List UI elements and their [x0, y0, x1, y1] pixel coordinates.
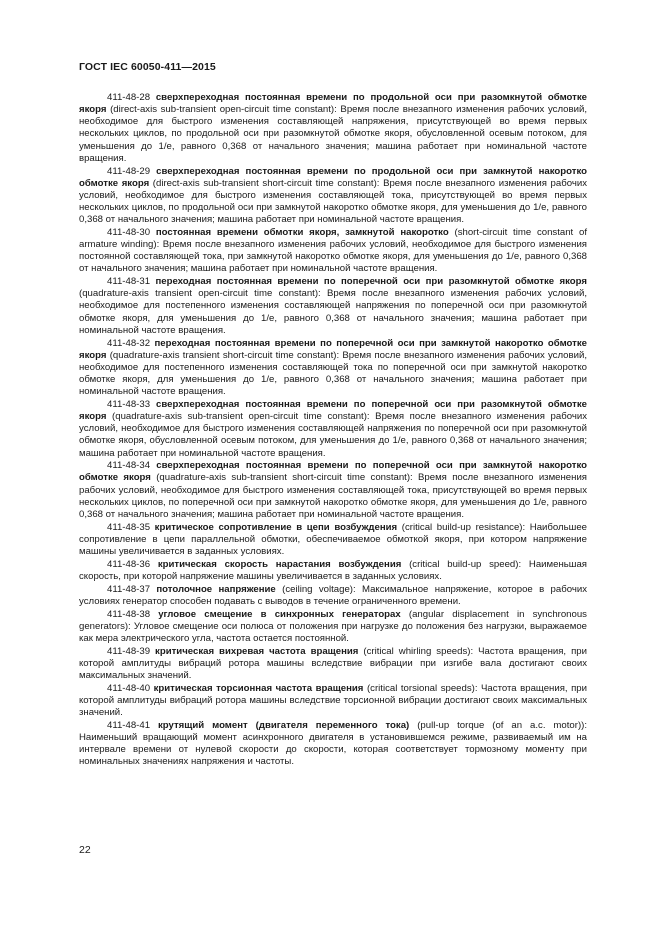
term-definition: (angular displacement in synchronous generators): Угловое смещение оси полюса от положения при нагрузке до положения без нагрузки, выражаемое как мера электрического угла, частота остается постоянной.: [79, 608, 587, 644]
term-definition: (short-circuit time constant of armature winding): Время после внезапного изменения рабочих условий, необходимое для быстрого изменения постоянной составляющей тока, при замкнутой накоротко обмотке якоря, для уменьшения до 1/e, равного 0,368 от начального значения; машина работает при номинальной частоте вращения.: [79, 226, 587, 275]
term-entry: [79, 584, 587, 608]
term-title: сверхпереходная постоянная времени по продольной оси при замкнутой накоротко обмотке якоря: [79, 165, 588, 189]
term-number: 411-48-34: [107, 460, 151, 472]
term-definition: (ceiling voltage): Максимальное напряжение, которое в рабочих условиях генератор способен подавать с выводов в течение ограниченного времени.: [79, 583, 587, 607]
term-entry: [79, 276, 587, 337]
term-entry: [79, 559, 587, 583]
term-number: 411-48-32: [107, 337, 151, 349]
term-title: переходная постоянная времени по поперечной оси при разомкнутой обмотке якоря: [155, 276, 587, 288]
term-entry: [79, 460, 587, 521]
term-title: сверхпереходная постоянная времени по поперечной оси при разомкнутой обмотке якоря: [79, 398, 587, 423]
term-title: угловое смещение в синхронных генераторах: [158, 608, 401, 620]
term-number: 411-48-40: [107, 682, 151, 694]
term-entry: [79, 646, 587, 682]
term-entry: [79, 522, 587, 558]
term-title: крутящий момент (двигателя переменного тока): [157, 719, 410, 731]
term-definition: (critical whirling speeds): Частота вращения, при которой амплитуды вибраций ротора машины вследствие вибрации при изгибе вала достигают своих максимальных значений.: [79, 645, 587, 681]
term-title: сверхпереходная постоянная времени по поперечной оси при замкнутой накоротко обмотке якоря: [79, 460, 587, 484]
term-number: 411-48-31: [107, 276, 151, 288]
term-definition: (direct-axis sub-transient short-circuit time constant): Время после внезапного изменения рабочих условий, необходимое для быстрого изменения составляющей тока, присутствующей во время первых нескольких циклов, по продольной оси при замкнутой накоротко обмотке якоря, для уменьшения до 1/e, равного 0,368 от начального значения; машина работает при номинальной частоте вращения.: [79, 177, 587, 226]
term-entry: [79, 227, 587, 276]
term-definition: (quadrature-axis transient open-circuit time constant): Время после внезапного изменения рабочих условий, необходимое для постепенного изменения составляющей напряжения по поперечной оси при разомкнутой обмотке якоря, для уменьшения до 1/e, равного 0,368 от начального значения; машина работает при номинальной частоте вращения.: [79, 288, 587, 336]
term-number: 411-48-39: [107, 645, 151, 657]
term-title: сверхпереходная постоянная времени по продольной оси при разомкнутой обмотке якоря: [79, 92, 587, 116]
term-entry: [79, 166, 587, 227]
term-entry: [79, 683, 587, 719]
term-number: 411-48-29: [107, 165, 151, 177]
term-title: критическая торсионная частота вращения: [153, 682, 364, 694]
term-number: 411-48-41: [107, 719, 151, 731]
term-definition: (pull-up torque (of an a.c. motor)): Наименьший вращающий момент асинхронного двигателя в установившемся режиме, развиваемый им на интервале времени от нулевой скорости до скорости, которая соответствует тормозному моменту при номинальных значениях напряжения и частоты.: [79, 719, 588, 768]
term-definition: (quadrature-axis sub-transient short-circuit time constant): Время после внезапного изменения рабочих условий, необходимое для быстрого изменения составляющей тока, присутствующей во время первых нескольких циклов, по поперечной оси при замкнутой накоротко обмотке якоря, для уменьшения до 1/e, равного 0,368 от начального значения; машина работает при номинальной частоте вращения.: [79, 472, 587, 520]
term-definition: (direct-axis sub-transient open-circuit time constant): Время после внезапного изменения рабочих условий, необходимое для быстрого изменения составляющей напряжения, присутствующей во время первых нескольких циклов, по продольной оси при разомкнутой обмотке якоря, обусловленной осевым потоком, для уменьшения до 1/e, равного 0,368 от начального значения; машина работает при номинальной частоте вращения.: [79, 104, 587, 164]
term-definition: (quadrature-axis transient short-circuit time constant): Время после внезапного изменения рабочих условий, необходимое для постепенного изменения составляющей тока по поперечной оси при замкнутой накоротко обмотке якоря, для уменьшения до 1/e, равного 0,368 от начального значения; машина работает при номинальной частоте вращения.: [79, 349, 587, 398]
term-number: 411-48-38: [107, 608, 151, 620]
term-definition: (quadrature-axis sub-transient open-circuit time constant): Время после внезапного изменения рабочих условий, необходимое для быстрого изменения составляющей напряжения по поперечной оси при разомкнутой обмотке якоря, обусловленной осевым потоком, для уменьшения до 1/e, равного 0,368 от начального значения; машина работает при номинальной частоте вращения.: [79, 411, 587, 459]
term-title: критическое сопротивление в цепи возбуждения: [154, 521, 398, 533]
term-number: 411-48-30: [107, 226, 151, 238]
term-definition: (critical torsional speeds): Частота вращения, при которой амплитуды вибраций ротора машины вследствие торсионной вибрации достигают своих максимальных значений.: [79, 682, 587, 718]
term-definition: (critical build-up speed): Наименьшая скорость, при которой напряжение машины увеличивается в заданных условиях.: [79, 558, 587, 582]
term-number: 411-48-35: [107, 521, 151, 533]
term-title: критическая скорость нарастания возбуждения: [157, 558, 402, 570]
term-title: потолочное напряжение: [156, 583, 276, 595]
page-number: 22: [79, 844, 91, 856]
term-entry: [79, 92, 587, 165]
term-number: 411-48-37: [107, 583, 151, 595]
term-number: 411-48-36: [107, 558, 151, 570]
term-title: постоянная времени обмотки якоря, замкнутой накоротко: [155, 226, 449, 238]
term-number: 411-48-28: [107, 92, 151, 103]
document-header: ГОСТ IEC 60050-411—2015: [79, 61, 216, 73]
term-title: переходная постоянная времени по поперечной оси при замкнутой накоротко обмотке якоря: [79, 337, 587, 361]
term-entry: [79, 720, 587, 769]
term-entry: [79, 338, 587, 399]
term-title: критическая вихревая частота вращения: [155, 645, 359, 657]
term-definition: (critical build-up resistance): Наибольшее сопротивление в цепи параллельной обмотки, обеспечиваемое обмоткой якоря, при котором напряжение машины увеличивается в заданных условиях.: [79, 521, 587, 557]
document-body: [79, 92, 587, 769]
term-entry: [79, 609, 587, 645]
term-number: 411-48-33: [107, 398, 151, 410]
term-entry: [79, 399, 587, 460]
